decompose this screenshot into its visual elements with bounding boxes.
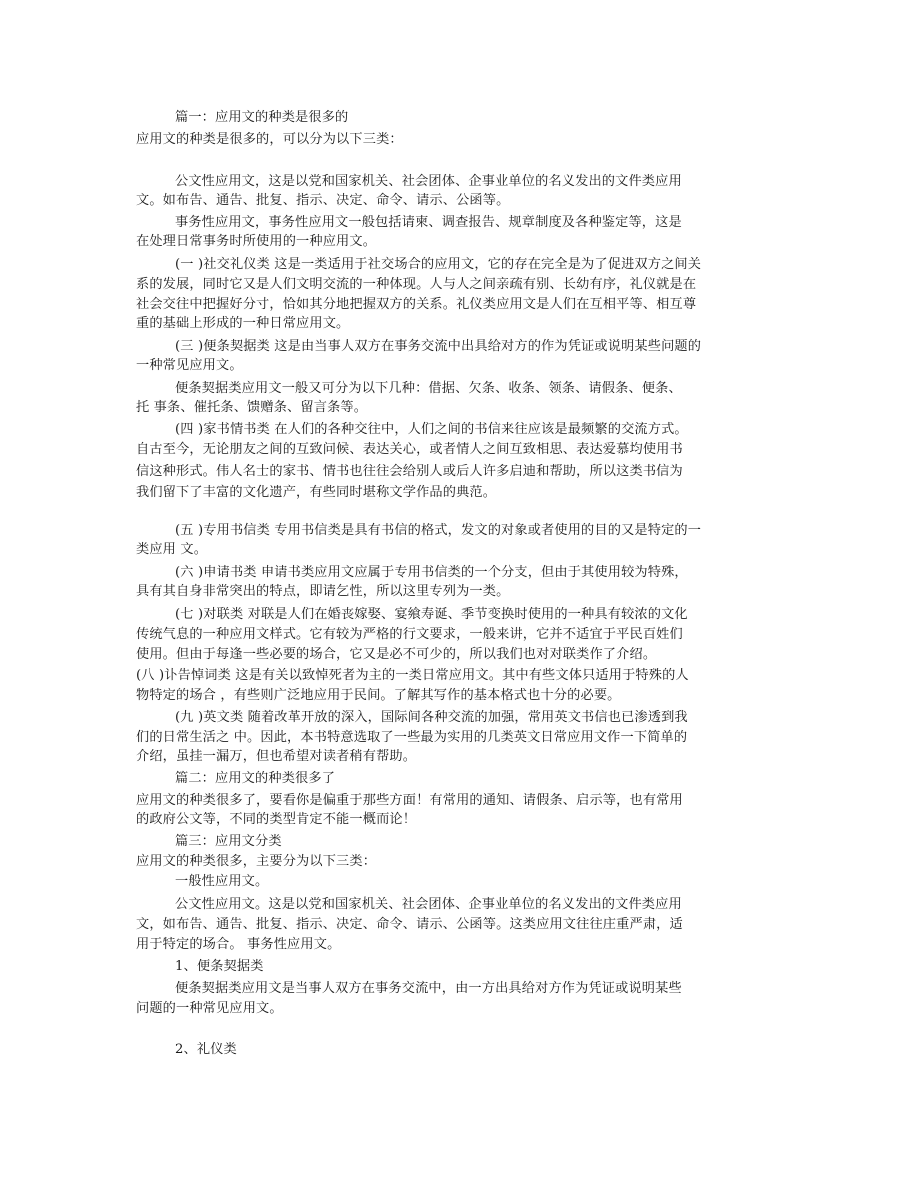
text-line: 们的日常生活之 中。因此，本书特意选取了一些最为实用的几类英文日常应用文作一下简单的 bbox=[136, 730, 688, 745]
text-line: (三 )便条契据类 这是由当事人双方在事务交流中出具给对方的作为凭证或说明某些问题的 bbox=[175, 339, 702, 354]
text-line: 系的发展，同时它又是人们文明交流的一种体现。人与人之间亲疏有别、长幼有序，礼仪就是在 bbox=[136, 277, 697, 292]
text-line: (八 )讣告悼词类 这是有关以致悼死者为主的一类日常应用文。其中有些文体只适用于特殊的人 bbox=[136, 668, 689, 683]
text-line: 介绍，虽挂一漏万，但也希望对读者稍有帮助。 bbox=[136, 749, 417, 764]
text-line: 托 事条、催托条、馈赠条、留言条等。 bbox=[136, 400, 368, 415]
text-line: (六 )申请书类 申请书类应用文应属于专用书信类的一个分支，但由于其使用较为特殊， bbox=[175, 565, 688, 580]
heading-part-three: 篇三：应用文分类 bbox=[175, 834, 282, 849]
text-line: 应用文的种类很多了，要看你是偏重于那些方面！有常用的通知、请假条、启示等，也有常用 bbox=[136, 793, 683, 808]
subheading-1: 1、便条契据类 bbox=[175, 959, 264, 974]
text-line: 事务性应用文，事务性应用文一般包括请柬、调查报告、规章制度及各种鉴定等，这是 bbox=[175, 215, 682, 230]
text-line: (四 )家书情书类 在人们的各种交往中，人们之间的书信来往应该是最频繁的交流方式。 bbox=[175, 422, 688, 437]
heading-part-two: 篇二：应用文的种类很多了 bbox=[175, 771, 336, 786]
text-line: 信这种形式。伟人名士的家书、情书也往往会给别人或后人许多启迪和帮助，所以这类书信为 bbox=[136, 464, 683, 479]
text-line: 使用。但由于每逢一些必要的场合，它又是必不可少的，所以我们也对对联类作了介绍。 bbox=[136, 647, 657, 662]
heading-part-one: 篇一：应用文的种类是很多的 bbox=[175, 110, 349, 125]
text-line: 一般性应用文。 bbox=[175, 874, 269, 889]
text-line: 便条契据类应用文一般又可分为以下几种：借据、欠条、收条、领条、请假条、便条、 bbox=[175, 381, 682, 396]
text-line: 社会交往中把握好分寸，恰如其分地把握双方的关系。礼仪类应用文是人们在互相平等、相互尊 bbox=[136, 297, 697, 312]
text-line: 问题的一种常见应用文。 bbox=[136, 1001, 283, 1016]
text-line: 重的基础上形成的一种日常应用文。 bbox=[136, 316, 350, 331]
text-line: 应用文的种类很多，主要分为以下三类： bbox=[136, 854, 377, 869]
text-line: 文，如布告、通告、批复、指示、决定、命令、请示、公函等。这类应用文往往庄重严肃，适 bbox=[136, 917, 683, 932]
text-line: 自古至今，无论朋友之间的互致问候、表达关心，或者情人之间互致相思、表达爱慕均使用书 bbox=[136, 442, 683, 457]
text-line: 用于特定的场合。 事务性应用文。 bbox=[136, 937, 341, 952]
text-line: 公文性应用文，这是以党和国家机关、社会团体、企事业单位的名义发出的文件类应用 bbox=[175, 174, 682, 189]
text-line: 文。如布告、通告、批复、指示、决定、命令、请示、公函等。 bbox=[136, 193, 510, 208]
text-line: 我们留下了丰富的文化遗产，有些同时堪称文学作品的典范。 bbox=[136, 485, 497, 500]
text-line: 的政府公文等，不同的类型肯定不能一概而论！ bbox=[136, 812, 417, 827]
text-line: 具有其自身非常突出的特点，即请乞性，所以这里专列为一类。 bbox=[136, 584, 510, 599]
text-line: 便条契据类应用文是当事人双方在事务交流中，由一方出具给对方作为凭证或说明某些 bbox=[175, 981, 682, 996]
text-line: 类应用 文。 bbox=[136, 542, 208, 557]
text-line: 公文性应用文。这是以党和国家机关、社会团体、企事业单位的名义发出的文件类应用 bbox=[175, 897, 682, 912]
text-line: 一种常见应用文。 bbox=[136, 358, 243, 373]
text-line: 物特定的场合 ，有些则广泛地应用于民间。了解其写作的基本格式也十分的必要。 bbox=[136, 688, 621, 703]
text-line: (五 )专用书信类 专用书信类是具有书信的格式，发文的对象或者使用的目的又是特定的一 bbox=[175, 523, 702, 538]
text-line: (七 )对联类 对联是人们在婚丧嫁娶、宴飨寿诞、季节变换时使用的一种具有较浓的文化 bbox=[175, 607, 688, 622]
text-line: 应用文的种类是很多的，可以分为以下三类： bbox=[136, 132, 403, 147]
text-line: (一 )社交礼仪类 这是一类适用于社交场合的应用文，它的存在完全是为了促进双方之间关 bbox=[175, 257, 702, 272]
text-line: (九 )英文类 随着改革开放的深入，国际间各种交流的加强，常用英文书信也已渗透到我 bbox=[175, 710, 688, 725]
text-line: 传统气息的一种应用文样式。它有较为严格的行文要求，一般来讲，它并不适宜于平民百姓们 bbox=[136, 627, 683, 642]
subheading-2: 2、礼仪类 bbox=[175, 1042, 237, 1057]
text-line: 在处理日常事务时所使用的一种应用文。 bbox=[136, 234, 377, 249]
